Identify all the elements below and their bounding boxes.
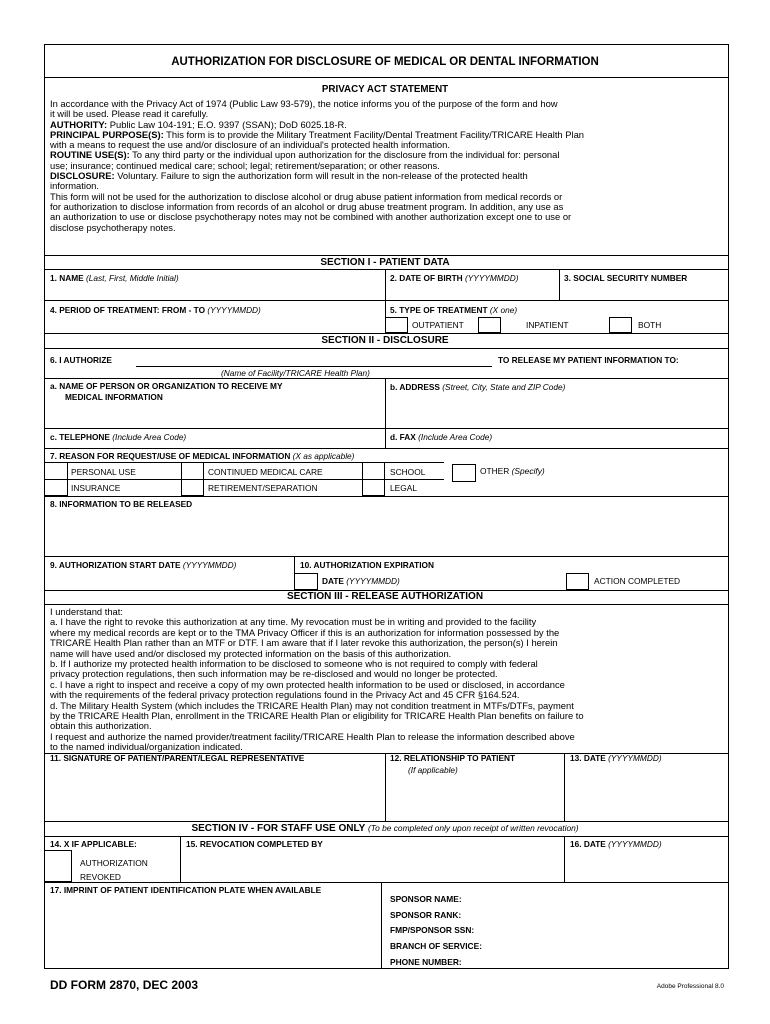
sponsor-ssn-label: FMP/SPONSOR SSN: xyxy=(390,925,475,935)
divider xyxy=(44,479,444,480)
form-title: AUTHORIZATION FOR DISCLOSURE OF MEDICAL OR DENTAL INFORMATION xyxy=(171,56,599,68)
divider xyxy=(559,269,560,300)
release-terms: I understand that: a. I have the right to revoke this authorization at any time. My revocation must be in writing and provided to the facility where my medical records are kept or to the TMA Privacy Officer if this is an authorization for information possessed by the TRICARE Health Plan rather than an MTF or DTF. I am aware that if I later revoke this authorization, the person(s) I herein name will have used and/or disclosed my protected information on the basis of this authorization. b. If I authorize my protected health information to be disclosed to someone who is not required to comply with federal privacy protection regulations, then such information may be re-disclosed and would no longer be protected. c. I have a right to inspect and receive a copy of my own protected health information to be used or disclosed, in accordance with the requirements of the federal privacy protection regulations found in the Privacy Act and 45 CFR §164.524. d. The Military Health System (which includes the TRICARE Health Plan) may not condition treatment in MTFs/DTFs, payment by the TRICARE Health Plan, enrollment in the TRICARE Health Plan or eligibility for TRICARE Health Plan benefits on failure to obtain this authorization. I request and authorize the named provider/treatment facility/TRICARE Health Plan to release the information described above to the named individual/organization indicated. xyxy=(50,606,584,753)
facility-hint: (Name of Facility/TRICARE Health Plan) xyxy=(221,368,370,378)
divider xyxy=(44,300,729,301)
release-label: TO RELEASE MY PATIENT INFORMATION TO: xyxy=(498,355,679,365)
section2-heading: SECTION II - DISCLOSURE xyxy=(321,335,449,346)
divider xyxy=(44,448,729,449)
inpatient-checkbox[interactable] xyxy=(478,317,501,333)
school-label: SCHOOL xyxy=(390,467,426,477)
both-label: BOTH xyxy=(638,320,662,330)
section1-heading: SECTION I - PATIENT DATA xyxy=(320,257,450,268)
divider xyxy=(564,753,565,821)
other-checkbox[interactable] xyxy=(452,464,476,482)
divider xyxy=(44,604,729,605)
x-applicable-label: 14. X IF APPLICABLE: xyxy=(50,839,137,849)
sponsor-rank-label: SPONSOR RANK: xyxy=(390,910,462,920)
divider xyxy=(564,836,565,882)
sponsor-name-label: SPONSOR NAME: xyxy=(390,894,462,904)
period-label: 4. PERIOD OF TREATMENT: FROM - TO (YYYYMMDD) xyxy=(50,305,261,315)
retirement-label: RETIREMENT/SEPARATION xyxy=(208,483,318,493)
ssn-label: 3. SOCIAL SECURITY NUMBER xyxy=(564,273,688,283)
facility-input-line[interactable] xyxy=(136,366,492,367)
revoked-label: AUTHORIZATION REVOKED xyxy=(80,858,148,882)
date-16-label: 16. DATE (YYYYMMDD) xyxy=(570,839,662,849)
divider xyxy=(44,556,729,557)
legal-label: LEGAL xyxy=(390,483,418,493)
info-released-label: 8. INFORMATION TO BE RELEASED xyxy=(50,499,193,509)
divider xyxy=(44,77,729,78)
form-id: DD FORM 2870, DEC 2003 xyxy=(50,978,199,992)
inpatient-label: INPATIENT xyxy=(526,320,569,330)
divider xyxy=(385,378,386,448)
telephone-label: c. TELEPHONE (Include Area Code) xyxy=(50,432,187,442)
authorize-label: 6. I AUTHORIZE xyxy=(50,355,112,365)
expiration-checkbox[interactable] xyxy=(294,573,318,590)
phone-number-label: PHONE NUMBER: xyxy=(390,957,462,967)
branch-label: BRANCH OF SERVICE: xyxy=(390,941,482,951)
privacy-heading: PRIVACY ACT STATEMENT xyxy=(321,84,449,95)
dob-label: 2. DATE OF BIRTH (YYYYMMDD) xyxy=(390,273,519,283)
expiration-label: 10. AUTHORIZATION EXPIRATION xyxy=(300,560,434,570)
continued-care-label: CONTINUED MEDICAL CARE xyxy=(208,467,323,477)
imprint-label: 17. IMPRINT OF PATIENT IDENTIFICATION PLATE WHEN AVAILABLE xyxy=(50,885,322,895)
software-note: Adobe Professional 8.0 xyxy=(656,983,724,990)
divider xyxy=(44,836,729,837)
divider xyxy=(44,333,729,334)
start-date-label: 9. AUTHORIZATION START DATE (YYYYMMDD) xyxy=(50,560,237,570)
divider xyxy=(44,378,729,379)
divider xyxy=(44,821,729,822)
name-label: 1. NAME (Last, First, Middle Initial) xyxy=(50,273,179,283)
relationship-label: 12. RELATIONSHIP TO PATIENT xyxy=(390,753,516,763)
other-label: OTHER (Specify) xyxy=(480,466,545,476)
section4-heading: SECTION IV - FOR STAFF USE ONLY (To be completed only upon receipt of written revocation) xyxy=(191,823,579,834)
insurance-label: INSURANCE xyxy=(71,483,121,493)
outpatient-checkbox[interactable] xyxy=(385,317,408,333)
date-13-label: 13. DATE (YYYYMMDD) xyxy=(570,753,662,763)
fax-label: d. FAX (Include Area Code) xyxy=(390,432,493,442)
divider xyxy=(44,255,729,256)
divider xyxy=(385,269,386,300)
privacy-text: In accordance with the Privacy Act of 1974 (Public Law 93-579), the notice informs you of the purpose of the form and how it will be used. Please read it carefully. AUTHORITY: Public Law 104-191; E.O. 9397 (SSAN); DoD 6025.18-R. PRINCIPAL PURPOSE(S): This form is to provide the Military Treatment Facility/Dental Treatment Facility/TRICARE Health Plan with a means to request the use and/or disclosure of an individual's protected health information. ROUTINE USE(S): To any third party or the individual upon authorization for the disclosure from the individual for: personal use; insurance; continued medical care; school; legal; retirement/separation; or other reasons. DISCLOSURE: Voluntary. Failure to sign the authorization form will result in the non-release of the protected health information. This form will not be used for the authorization to disclose alcohol or drug abuse patient information from medical records or for authorization to disclose information from records of an alcohol or drug abuse treatment program. In addition, any use as an authorization to use or disclose psychotherapy notes may not be combined with another authorization except one to use or disclose psychotherapy notes. xyxy=(50,98,585,233)
divider xyxy=(44,428,729,429)
signature-label: 11. SIGNATURE OF PATIENT/PARENT/LEGAL REPRESENTATIVE xyxy=(50,753,305,763)
personal-use-label: PERSONAL USE xyxy=(71,467,136,477)
divider xyxy=(44,269,729,270)
revoked-checkbox[interactable] xyxy=(44,850,72,882)
divider xyxy=(385,753,386,821)
relationship-hint: (If applicable) xyxy=(408,765,458,775)
divider xyxy=(44,348,729,349)
expiration-date-label: DATE (YYYYMMDD) xyxy=(322,576,400,586)
action-completed-checkbox[interactable] xyxy=(566,573,589,590)
outpatient-label: OUTPATIENT xyxy=(412,320,464,330)
revocation-label: 15. REVOCATION COMPLETED BY xyxy=(186,839,323,849)
divider xyxy=(44,496,729,497)
reason-label: 7. REASON FOR REQUEST/USE OF MEDICAL INFORMATION (X as applicable) xyxy=(50,451,355,461)
divider xyxy=(381,882,382,969)
address-label: b. ADDRESS (Street, City, State and ZIP Code) xyxy=(390,382,566,392)
both-checkbox[interactable] xyxy=(609,317,632,333)
section3-heading: SECTION III - RELEASE AUTHORIZATION xyxy=(286,591,484,602)
divider xyxy=(180,836,181,882)
action-completed-label: ACTION COMPLETED xyxy=(594,576,681,586)
divider xyxy=(44,882,729,883)
recipient-label: a. NAME OF PERSON OR ORGANIZATION TO RECEIVE MY MEDICAL INFORMATION xyxy=(50,381,283,402)
type-label: 5. TYPE OF TREATMENT (X one) xyxy=(390,305,518,315)
